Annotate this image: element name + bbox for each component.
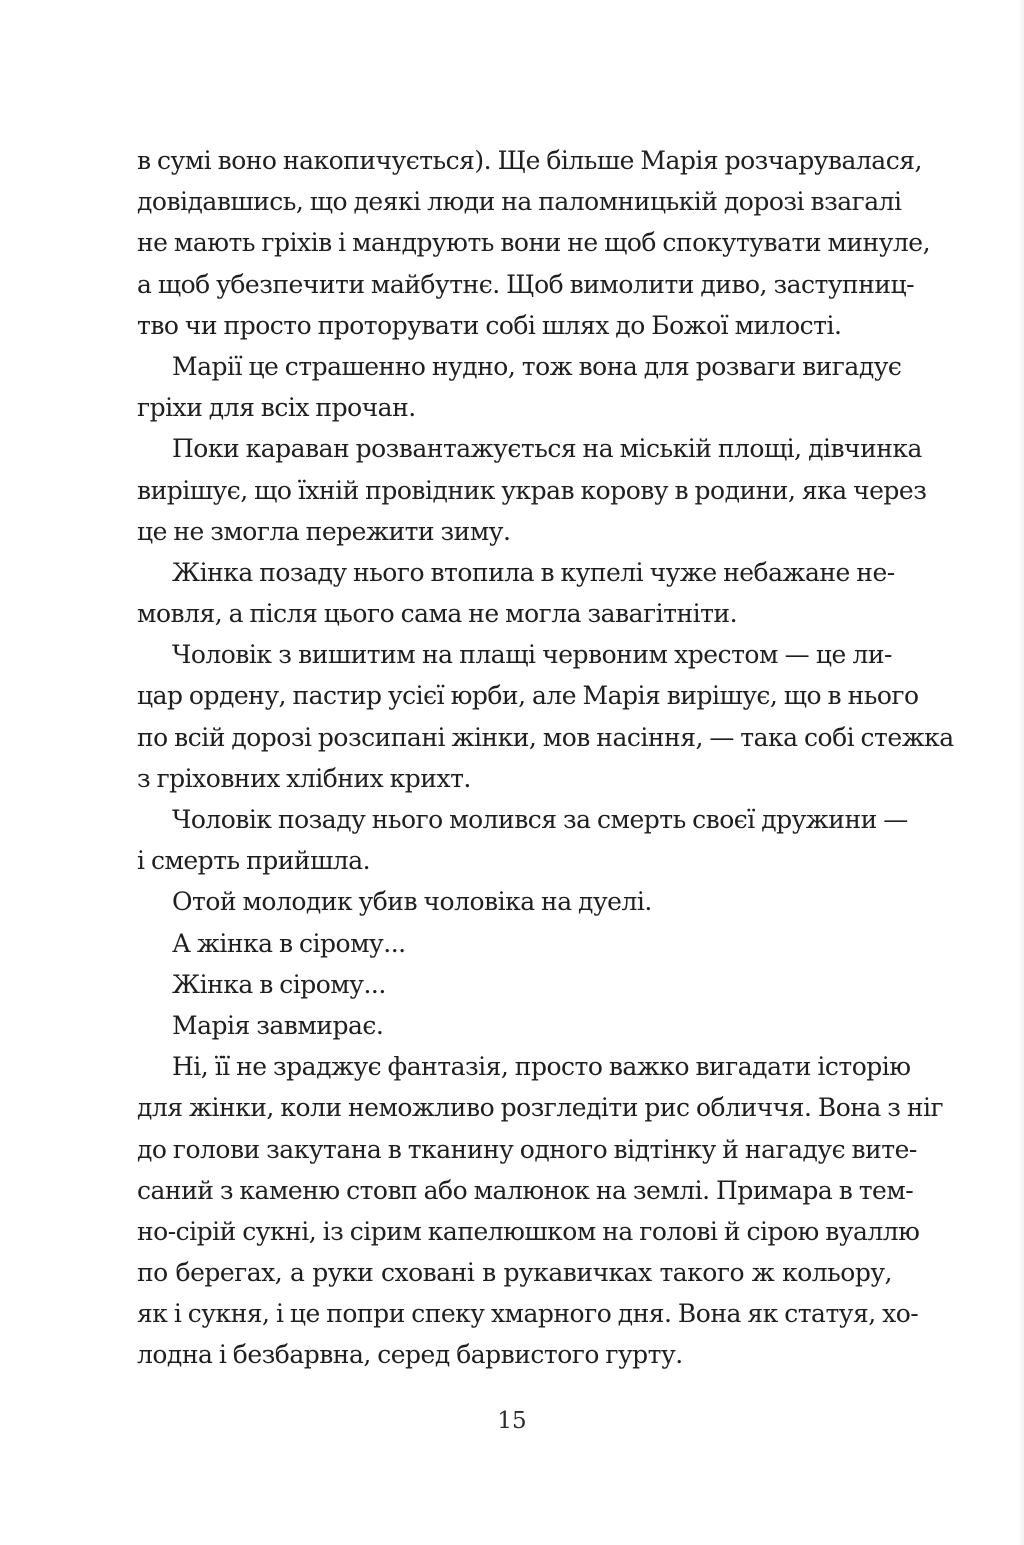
text-line: і смерть прийшла. — [137, 846, 371, 876]
text-line: тво чи просто проторувати собі шлях до Божої милості. — [137, 310, 842, 340]
text-line: Чоловік позаду нього молився за смерть своєї дружини — — [172, 805, 908, 834]
text-line: до голови закутана в тканину одного відтінку й нагадує вите- — [137, 1134, 917, 1164]
text-line: Отой молодик убив чоловіка на дуелі. — [172, 887, 652, 917]
text-line: Жінка позаду нього втопила в купелі чуже небажане не- — [172, 557, 895, 587]
text-line: мовля, а після цього сама не могла завагітніти. — [137, 599, 738, 629]
text-line: Ні, її не зраджує фантазія, просто важко вигадати історію — [172, 1052, 911, 1082]
text-line: а щоб убезпечити майбутнє. Щоб вимолити диво, заступниц- — [137, 269, 915, 299]
text-line: з гріховних хлібних крихт. — [137, 763, 471, 793]
page-edge-shadow — [1018, 0, 1024, 1545]
text-line: це не змогла пережити зиму. — [137, 516, 511, 546]
text-line: гріхи для всіх прочан. — [137, 393, 416, 423]
text-line: но-сірій сукні, із сірим капелюшком на голові й сірою вуаллю — [137, 1216, 920, 1246]
text-line: А жінка в сірому... — [172, 928, 406, 958]
text-line: по берегах, а руки сховані в рукавичках такого ж кольору, — [137, 1258, 892, 1288]
text-line: Чоловік з вишитим на плащі червоним хрестом — це ли- — [172, 640, 892, 670]
text-line: по всій дорозі розсипані жінки, мов насіння, — така собі стежка — [137, 722, 954, 752]
text-line: Марія завмирає. — [172, 1010, 384, 1040]
page-number: 15 — [497, 1408, 527, 1434]
text-line: лодна і безбарвна, серед барвистого гурту. — [137, 1340, 683, 1370]
body-text — [137, 140, 954, 1376]
text-line: довідавшись, що деякі люди на паломницькій дорозі взагалі — [137, 187, 902, 217]
text-line: не мають гріхів і мандрують вони не щоб спокутувати минуле, — [137, 228, 931, 258]
text-line: для жінки, коли неможливо розгледіти рис обличчя. Вона з ніг — [137, 1093, 944, 1123]
text-line: вирішує, що їхній провідник украв корову в родини, яка через — [137, 475, 927, 505]
text-line: Жінка в сірому... — [172, 969, 386, 999]
text-line: цар ордену, пастир усієї юрби, але Марія вирішує, що в нього — [137, 681, 919, 711]
text-line: в сумі воно накопичується). Ще більше Марія розчарувалася, — [137, 146, 922, 175]
text-line: саний з каменю стовп або малюнок на землі. Примара в тем- — [137, 1175, 914, 1205]
text-line: Поки караван розвантажується на міській площі, дівчинка — [172, 434, 922, 464]
text-line: Марії це страшенно нудно, тож вона для розваги вигадує — [172, 351, 902, 381]
text-line: як і сукня, і це попри спеку хмарного дня. Вона як статуя, хо- — [137, 1299, 919, 1329]
